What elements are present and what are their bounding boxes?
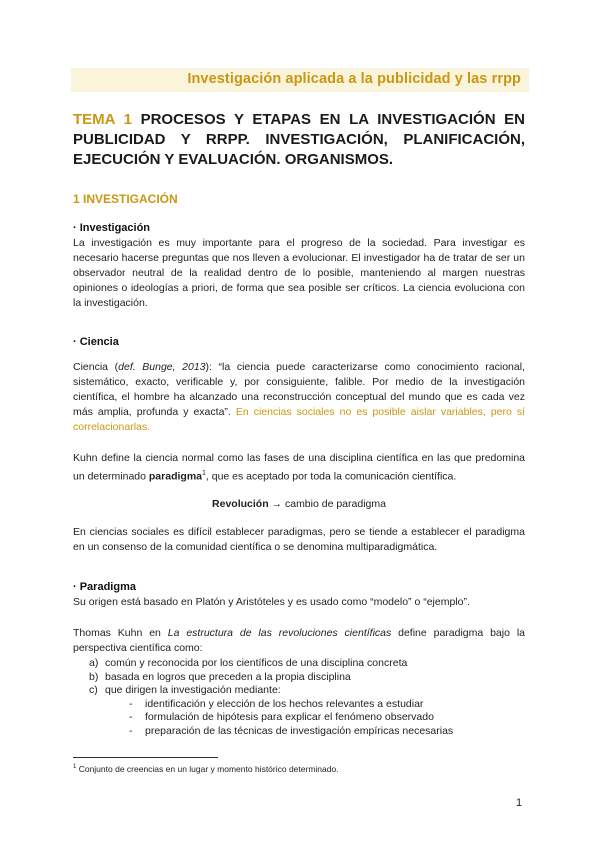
list-marker: b) [89,670,99,683]
footnote-ref[interactable]: 1 [202,470,206,477]
sublist-item-text: formulación de hipótesis para explicar el fenómeno observado [145,711,434,723]
investigacion-heading: · Investigación [73,222,151,234]
chapter-title [73,110,525,170]
chapter-title-text: PROCESOS Y ETAPAS EN LA INVESTIGACIÓN EN PUBLICIDAD Y RRPP. INVESTIGACIÓN, PLANIFICACIÓN, EJECUCIÓN Y EVALUACIÓN. ORGANISMOS. [73,111,526,168]
list-item [73,657,525,671]
ciencia-lead: Ciencia ( [73,361,119,373]
kuhn-text-b: , que es aceptado por toda la comunicación científica. [205,470,457,483]
list-item [73,671,525,685]
page-number: 1 [516,797,523,809]
kuhn-def-a: Thomas Kuhn en [73,627,168,639]
chapter-number: TEMA 1 [73,111,132,128]
ciencias-sociales-paragraph: En ciencias sociales es difícil establecer paradigmas, pero se tiende a establecer el paradigma en un consenso de la comunidad científica o se denomina multiparadigmática. [73,526,525,553]
paradigma-origin: Su origen está basado en Platón y Aristóteles y es usado como “modelo” o “ejemplo”. [73,596,470,608]
book-title: La estructura de las revoluciones científicas [167,627,392,639]
list-marker: a) [89,657,99,669]
sublist-item-text: identificación y elección de los hechos relevantes a estudiar [145,697,424,710]
footnote-text: Conjunto de creencias en un lugar y momento histórico determinado. [76,764,339,774]
list-marker: c) [89,684,98,696]
sublist-marker: - [129,724,133,737]
revolucion-term: Revolución [212,498,269,510]
kuhn-def-b: define paradigma bajo la perspectiva científica como: [73,627,525,654]
list-item [73,684,525,698]
sublist-marker: - [129,697,133,710]
footnote-number: 1 [73,764,77,771]
sublist-marker: - [129,711,133,723]
list-item-text: que dirigen la investigación mediante: [105,684,281,696]
running-header [71,68,529,92]
paradigma-list [73,657,525,738]
kuhn-paragraph [73,451,525,485]
paradigma-heading: · Paradigma [73,581,136,593]
paradigma-term: paradigma [148,470,202,483]
investigacion-paragraph: La investigación es muy importante para el progreso de la sociedad. Para investigar es necesario hacerse preguntas que nos lleven a evolucionar. El investigador ha de tratar de ser un observador neutral de la realidad dentro de lo posible, manteniendo al margen nuestras opiniones o ideologías a priori, de forma que sea posible ser críticos. La ciencia evoluciona con la investigación. [73,237,525,309]
kuhn-definition-paragraph [73,626,525,656]
ciencia-definition-paragraph [73,360,525,435]
kuhn-text-a: Kuhn define la ciencia normal como las fases de una disciplina científica en las que predomina un determinado [73,452,525,483]
footnote [73,764,339,774]
list-item-text: basada en logros que preceden a la propia disciplina [105,670,351,683]
ciencia-quote: ): “la ciencia puede caracterizarse como conocimiento racional, sistemático, exacto, verificable y, por consiguiente, falible. Por medio de la investigación científica, el hombre ha alcanzado una reconstrucción conceptual del mundo que es cada vez más amplia, profunda y exacta”. [73,361,525,418]
sublist-item [73,711,525,725]
ciencia-citation: def. Bunge, 2013 [118,361,206,373]
revolucion-rest: → cambio de paradigma [268,498,386,510]
ciencia-heading: · Ciencia [73,336,119,348]
ciencia-highlight: En ciencias sociales no es posible aislar variables, pero sí correlacionarlas. [73,406,526,433]
sublist-item [73,725,525,739]
footnote-separator [73,757,218,758]
sublist-item [73,698,525,712]
header-title: Investigación aplicada a la publicidad y las rrpp [187,71,521,87]
sublist-item-text: preparación de las técnicas de investigación empíricas necesarias [145,724,454,737]
section-heading: 1 INVESTIGACIÓN [73,192,178,206]
revolucion-line [73,497,525,512]
list-item-text: común y reconocida por los científicos de una disciplina concreta [105,657,408,669]
